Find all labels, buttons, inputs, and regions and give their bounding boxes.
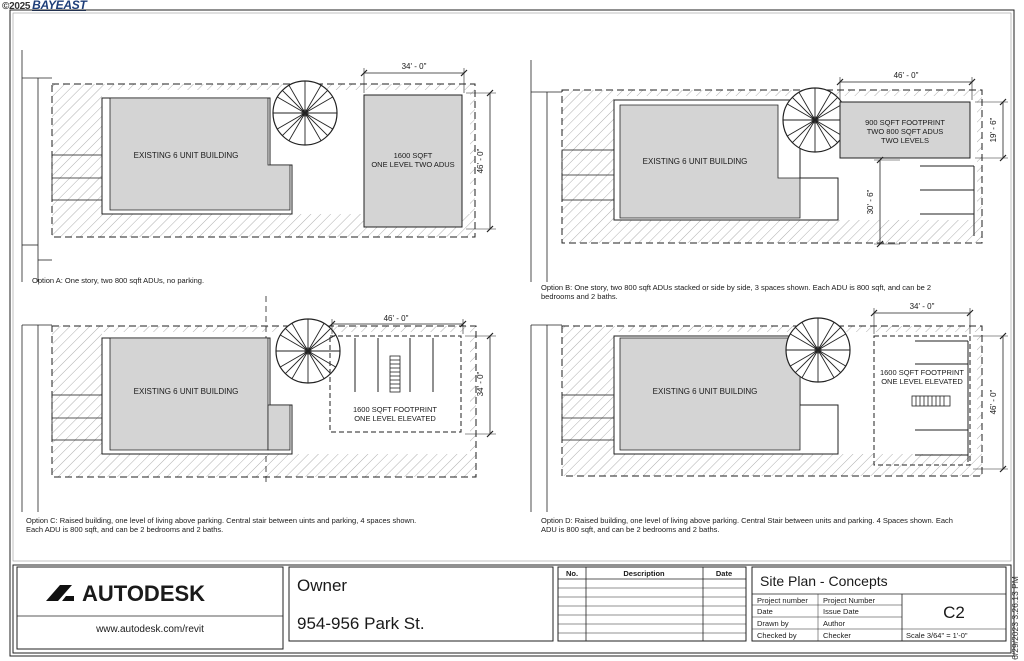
drawn-by-label: Drawn by [757,619,789,628]
option-d-adu-label-line2: ONE LEVEL ELEVATED [881,377,963,386]
project-number-label: Project number [757,596,808,605]
option-b-parking-depth-dimension: 30' - 6" [866,189,875,215]
option-b-adu-label-line2: TWO 800 SQFT ADUS [866,127,944,136]
revision-description-header: Description [623,569,665,578]
option-d-width-dimension: 34' - 0" [909,302,935,311]
option-d-adu-label-line1: 1600 SQFT FOOTPRINT [879,368,965,377]
project-number-value: Project Number [823,596,876,605]
sheet-number: C2 [943,603,965,622]
watermark-year: ©2025 [2,1,31,12]
owner-label: Owner [297,576,348,595]
option-c-central-stair [390,356,400,392]
option-a-caption: Option A: One story, two 800 sqft ADUs, no parking. [32,276,205,285]
date-label: Date [757,607,773,616]
option-c-depth-dimension: 34' - 0" [476,371,485,397]
date-value: Issue Date [823,607,859,616]
option-c-caption-line2: Each ADU is 800 sqft, and can be 2 bedrooms and 2 baths. [26,525,224,534]
title-block [13,565,1011,653]
option-d-depth-dimension: 46' - 0" [989,389,998,415]
sheet-title: Site Plan - Concepts [760,573,888,589]
option-b-adu-label-line1: 900 SQFT FOOTPRINT [865,118,945,127]
plot-timestamp [1008,578,1022,658]
scale-label: Scale 3/64" = 1'-0" [906,631,968,640]
checked-by-value: Checker [823,631,851,640]
option-b-adu-label-line3: TWO LEVELS [881,136,929,145]
revision-no-header: No. [565,569,579,578]
option-a-adu-label-line2: ONE LEVEL TWO ADUS [371,160,455,169]
option-c-caption-line1: Option C: Raised building, one level of living above parking. Central stair between uints and parking, 4 spaces shown. [26,516,417,525]
option-a-plan [22,50,496,285]
option-b-width-dimension: 46' - 0" [893,71,919,80]
option-d-caption-line1: Option D: Raised building, one level of living above parking. Central Stair between units and parking. 4 Spaces shown. Each [541,516,953,525]
brand-name: AUTODESK [82,581,206,606]
brand-website: www.autodesk.com/revit [96,624,204,635]
option-a-depth-dimension: 46' - 0" [476,148,485,174]
option-c-existing-building-label: EXISTING 6 UNIT BUILDING [133,387,239,396]
option-c-adu-label-line2: ONE LEVEL ELEVATED [354,414,436,423]
option-c-adu-label-line1: 1600 SQFT FOOTPRINT [352,405,438,414]
option-c-plan [22,296,496,534]
option-d-central-stair [912,396,950,406]
option-d-plan [531,302,1008,534]
option-b-adu-depth-dimension: 19' - 6" [989,117,998,143]
checked-by-label: Checked by [757,631,797,640]
option-a-width-dimension: 34' - 0" [401,62,427,71]
option-b-caption-line2: bedrooms and 2 baths. [541,292,618,301]
option-d-existing-building-label: EXISTING 6 UNIT BUILDING [652,387,758,396]
option-d-caption-line2: ADU is 800 sqft, and can be 2 bedrooms and 2 baths. [541,525,720,534]
revision-date-header: Date [715,569,733,578]
option-a-existing-building-label: EXISTING 6 UNIT BUILDING [133,151,239,160]
project-address: 954-956 Park St. [297,614,425,633]
option-a-adu-label-line1: 1600 SQFT [393,151,433,160]
option-b-plan [531,60,1008,301]
watermark-logo: BAYEAST [32,0,87,12]
drawn-by-value: Author [823,619,846,628]
option-b-caption-line1: Option B: One story, two 800 sqft ADUs stacked or side by side, 3 spaces shown. Each ADU is 800 sqft, and can be 2 [541,283,932,292]
autodesk-logo-icon [46,585,74,601]
plot-timestamp-text: 6/29/2023 3:26:13 PM [1010,576,1020,660]
option-c-width-dimension: 46' - 0" [383,314,409,323]
option-b-existing-building-label: EXISTING 6 UNIT BUILDING [642,157,748,166]
